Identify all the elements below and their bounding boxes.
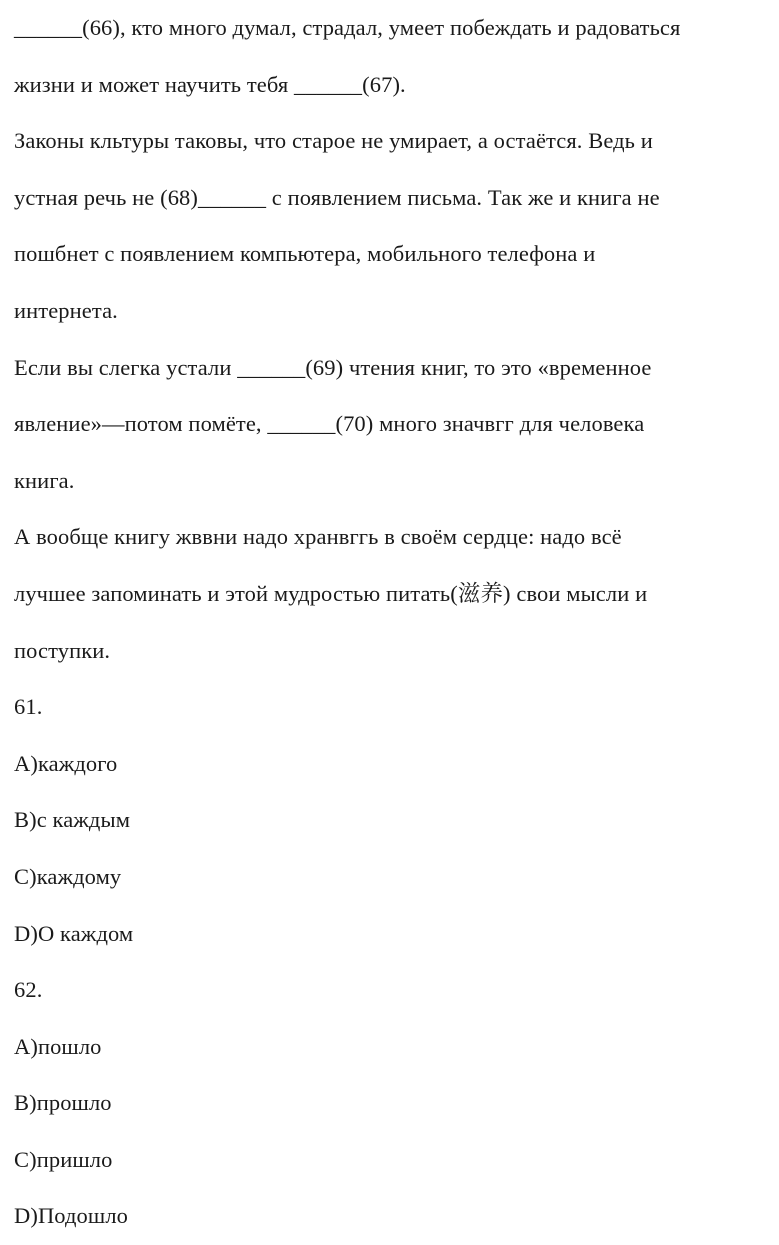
answer-option-a: A)пошло bbox=[14, 1033, 102, 1059]
question-number: 61. bbox=[14, 694, 43, 720]
text-line: А вообще книгу жввни надо хранвггь в своём сердце: надо всё bbox=[14, 524, 622, 550]
text-line: жизни и может научить тебя ______(67). bbox=[14, 71, 406, 97]
text-line: книга. bbox=[14, 467, 75, 493]
text-line: поступки. bbox=[14, 637, 111, 663]
text-line: Если вы слегка устали ______(69) чтения книг, то это «временное bbox=[14, 354, 652, 380]
text-line: лучшее запоминать и этой мудростью питать(滋养) свои мысли и bbox=[14, 580, 648, 606]
text-line: явление»—потом помёте, ______(70) много значвгг для человека bbox=[14, 411, 645, 437]
paragraph-4 bbox=[14, 509, 774, 679]
text-line: Законы кльтуры таковы, что старое не умирает, а остаётся. Ведь и bbox=[14, 128, 653, 154]
text-line: интернета. bbox=[14, 297, 118, 323]
answer-option-d: D)О каждом bbox=[14, 920, 134, 946]
document-page bbox=[14, 0, 774, 1245]
answer-option-b: B)с каждым bbox=[14, 807, 131, 833]
question-62 bbox=[14, 962, 774, 1245]
text-line: устная речь не (68)______ с появлением письма. Так же и книга не bbox=[14, 184, 660, 210]
answer-option-a: A)каждого bbox=[14, 750, 118, 776]
paragraph-2 bbox=[14, 113, 774, 339]
paragraph-3 bbox=[14, 340, 774, 510]
answer-option-c: C)пришло bbox=[14, 1146, 113, 1172]
question-61 bbox=[14, 679, 774, 962]
text-line: пошбнет с появлением компьютера, мобильного телефона и bbox=[14, 241, 596, 267]
answer-option-d: D)Подошло bbox=[14, 1203, 128, 1229]
answer-option-c: C)каждому bbox=[14, 863, 122, 889]
answer-option-b: B)прошло bbox=[14, 1090, 112, 1116]
paragraph-1 bbox=[14, 0, 774, 113]
passage bbox=[14, 0, 774, 679]
text-line: ______(66), кто много думал, страдал, умеет побеждать и радоваться bbox=[14, 15, 681, 40]
question-number: 62. bbox=[14, 977, 43, 1003]
